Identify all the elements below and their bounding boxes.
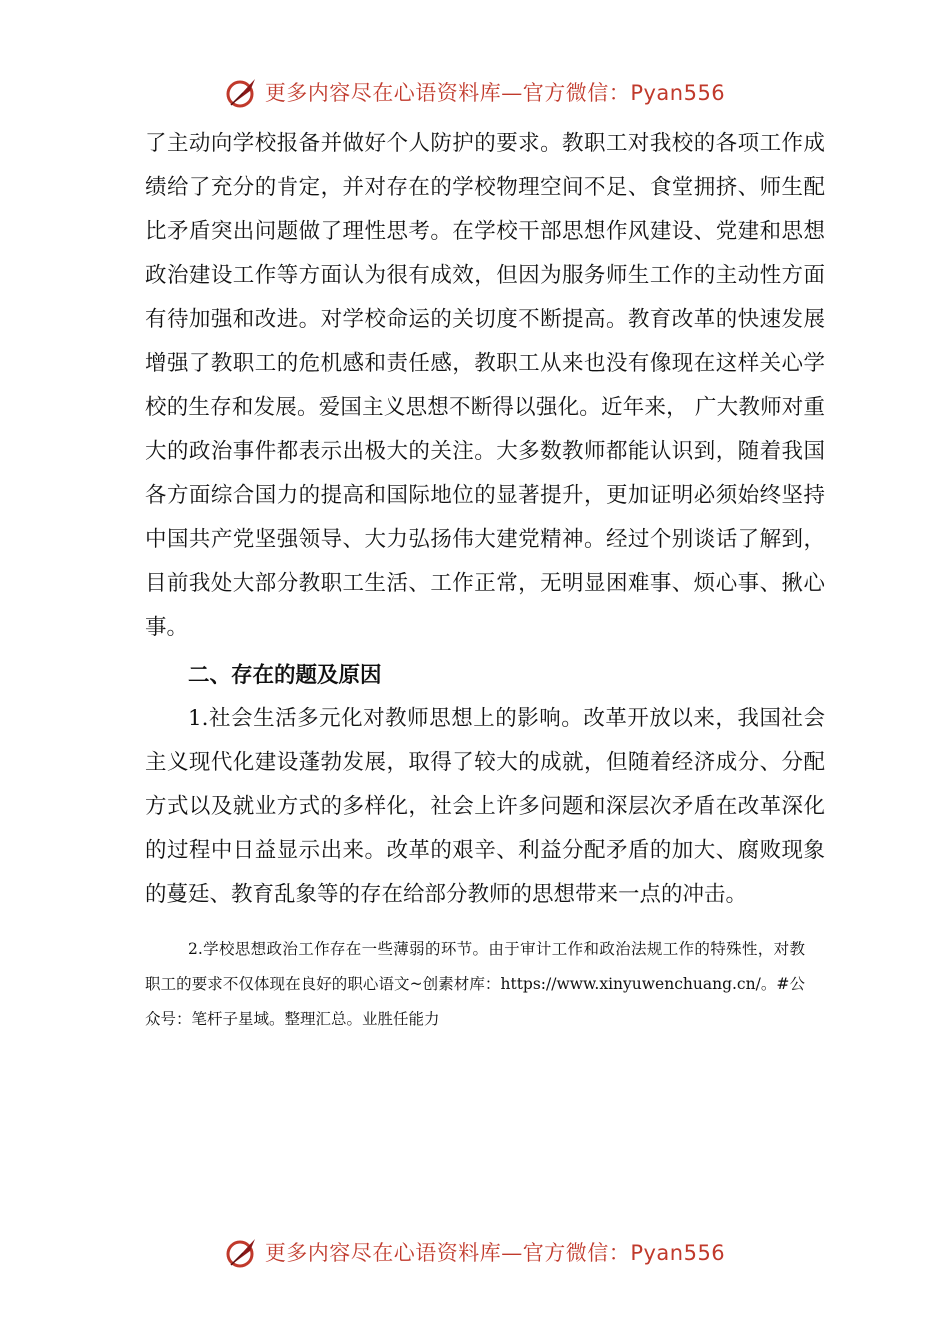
paragraph-2: 1.社会生活多元化对教师思想上的影响。改革开放以来，我国社会主义现代化建设蓬勃发展，取得了较大的成就，但随着经济成分、分配方式以及就业方式的多样化，社会上许多问题和深层次矛盾在改革深化的过程中日益显示出来。改革的艰辛、利益分配矛盾的加大、腐败现象的蔓廷、教育乱象等的存在给部分教师的思想带来一点的冲击。: [145, 706, 825, 907]
header-banner: [0, 70, 950, 114]
quill-pen-logo-icon: [225, 1235, 259, 1269]
paragraph-3: 2.学校思想政治工作存在一些薄弱的环节。由于审计工作和政治法规工作的特殊性，对教职工的要求不仅体现在良好的职心语文~创素材库：https://www.xinyuwenchuang.cn/。#公众号：笔杆子星域。整理汇总。业胜任能力: [145, 940, 805, 1028]
footer-banner: [0, 1230, 950, 1274]
wechat-id: Pyan556: [630, 81, 726, 105]
section-heading: 二、存在的题及原因: [188, 663, 382, 688]
banner-text: 更多内容尽在心语资料库—官方微信：Pyan556: [264, 1241, 726, 1265]
paragraph-1: 了主动向学校报备并做好个人防护的要求。教职工对我校的各项工作成绩给了充分的肯定，并对存在的学校物理空间不足、食堂拥挤、师生配比矛盾突出问题做了理性思考。在学校干部思想作风建设、党建和思想政治建设工作等方面认为很有成效，但因为服务师生工作的主动性方面有待加强和改进。对学校命运的关切度不断提高。教育改革的快速发展增强了教职工的危机感和责任感，教职工从来也没有像现在这样关心学校的生存和发展。爱国主义思想不断得以强化。近年来， 广大教师对重大的政治事件都表示出极大的关注。大多数教师都能认识到，随着我国各方面综合国力的提高和国际地位的显著提升，更加证明必须始终坚持中国共产党坚强领导、大力弘扬伟大建党精神。经过个别谈话了解到，目前我处大部分教职工生活、工作正常，无明显困难事、烦心事、揪心事。: [145, 131, 825, 640]
document-body: [145, 122, 825, 650]
wechat-id: Pyan556: [630, 1241, 726, 1265]
banner-text: 更多内容尽在心语资料库—官方微信：Pyan556: [264, 81, 726, 105]
quill-pen-logo-icon: [225, 75, 259, 109]
